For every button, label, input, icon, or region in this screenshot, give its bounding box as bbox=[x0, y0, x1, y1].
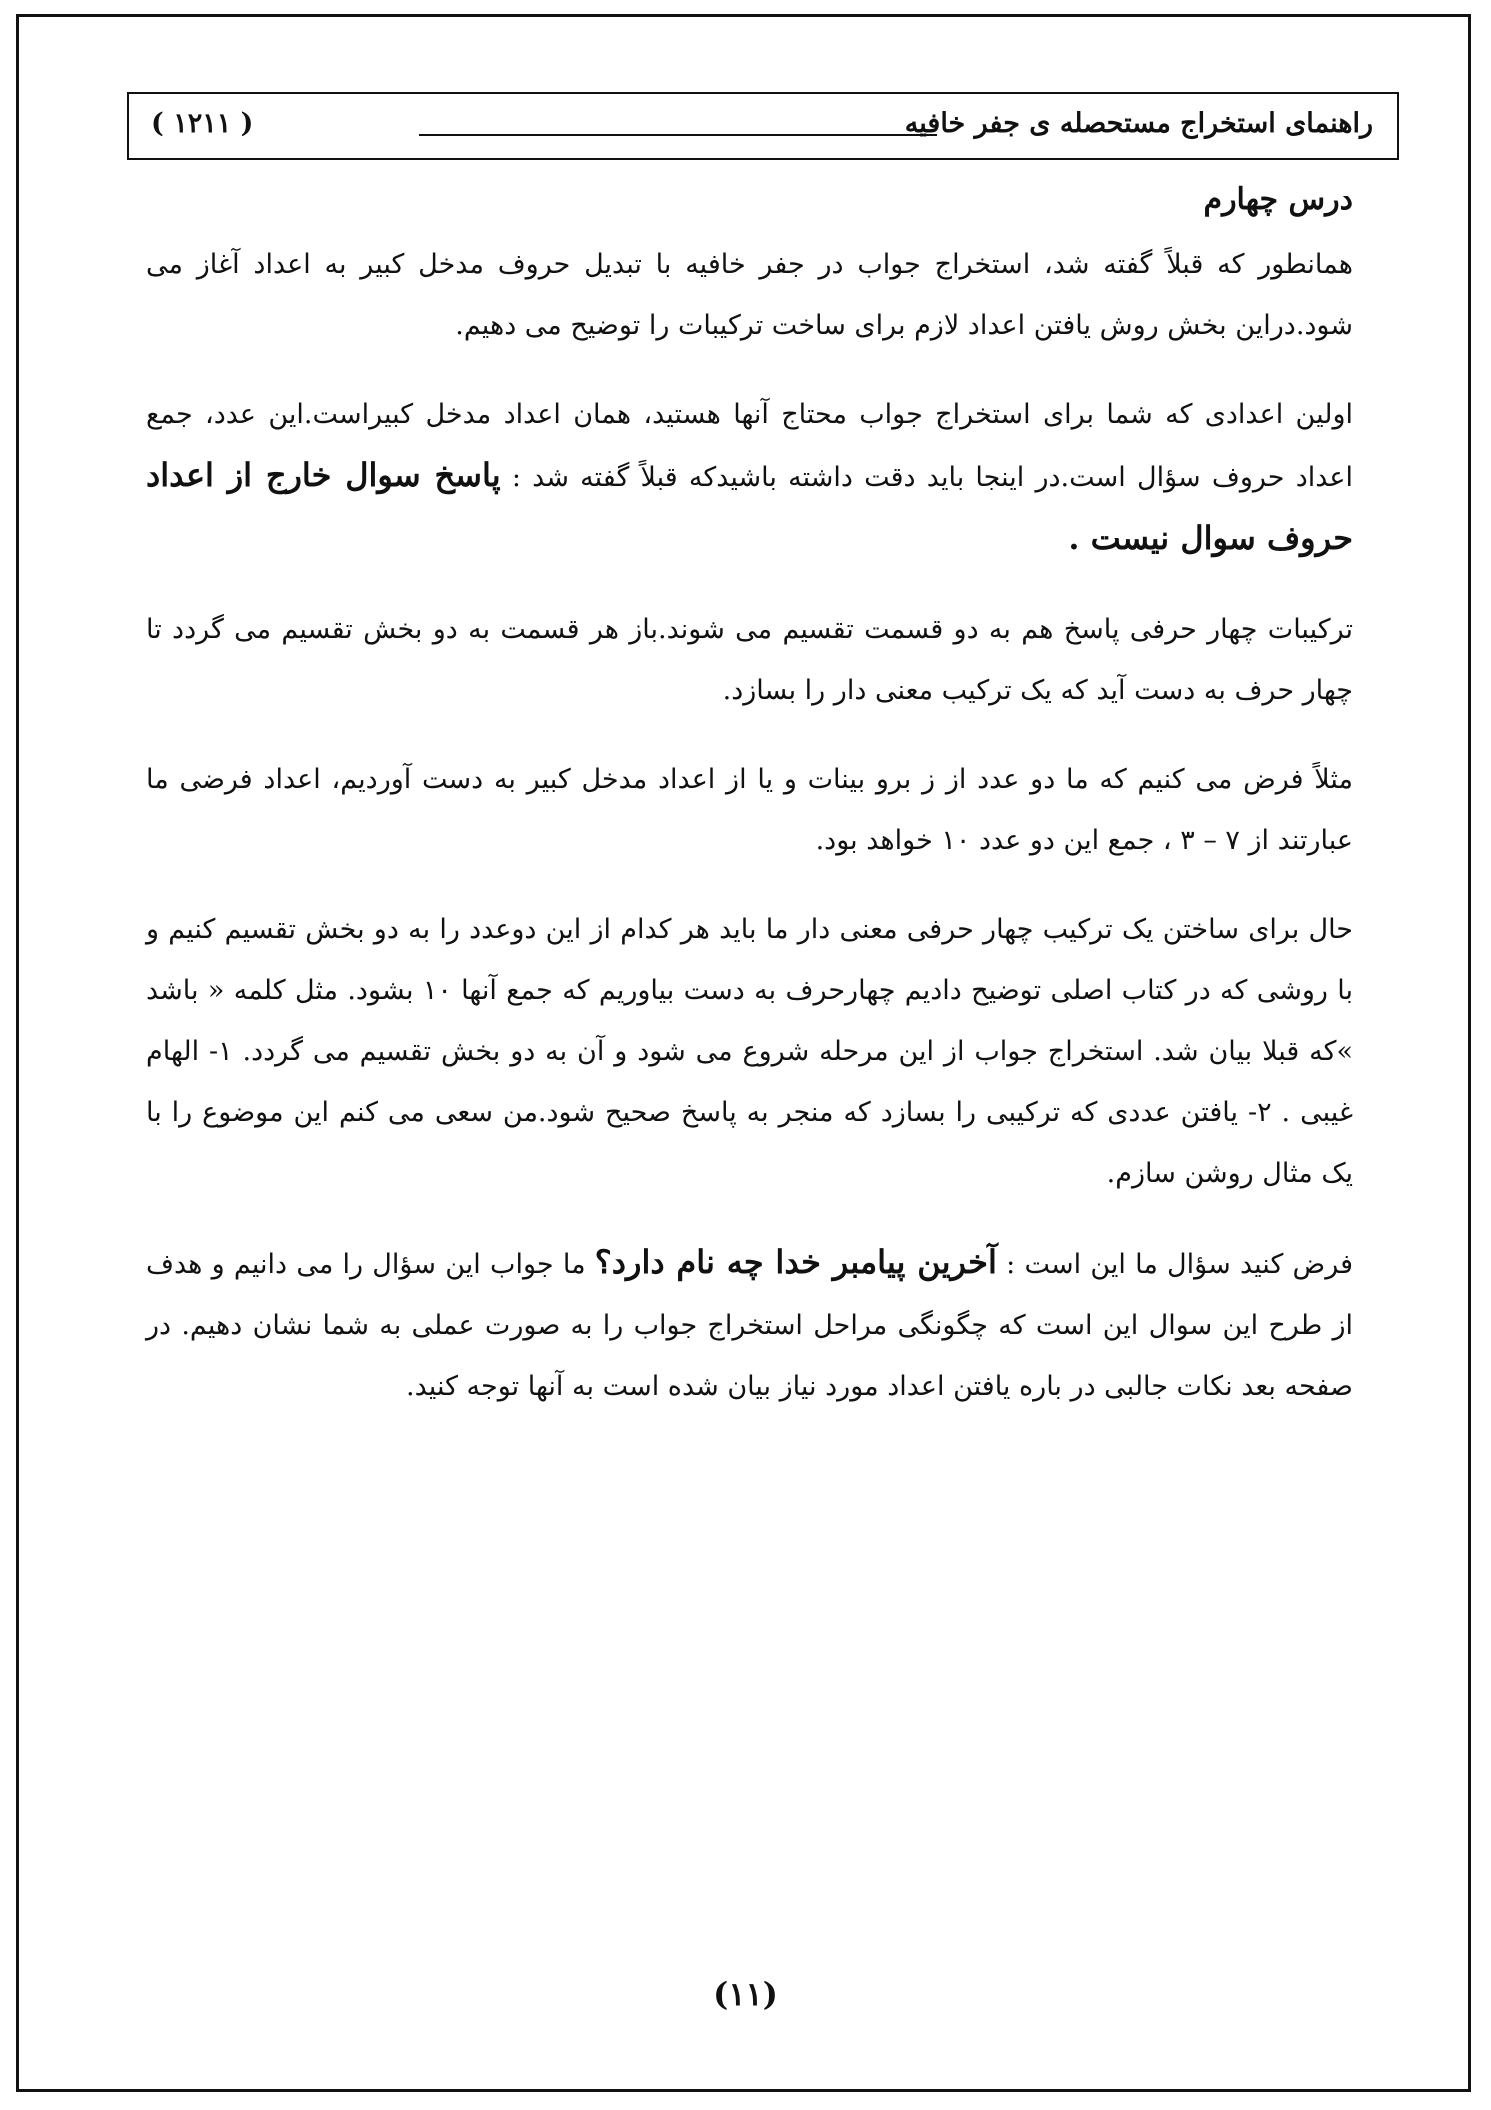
paragraph-1 bbox=[146, 234, 1353, 356]
paragraph-2 bbox=[146, 384, 1353, 571]
body-text: اولین اعدادی که شما برای استخراج جواب محتاج آنها هستید، همان اعداد مدخل کبیراست.این عدد، جمع اعداد حروف سؤال است.در اینجا باید دقت داشته باشیدکه قبلاً گفته شد : bbox=[146, 399, 1354, 493]
body-text: همانطور که قبلاً گفته شد، استخراج جواب در جفر خافیه با تبدیل حروف مدخل کبیر به اعداد آغاز می شود.دراین بخش روش یافتن اعداد لازم برای ساخت ترکیبات را توضیح می دهیم. bbox=[146, 249, 1353, 341]
header-title: راهنمای استخراج مستحصله ی جفر خافیه bbox=[904, 108, 1373, 139]
paragraphs bbox=[146, 234, 1353, 1417]
main-content bbox=[146, 180, 1353, 1445]
body-text: ما جواب این سؤال را می دانیم و هدف از طرح این سوال این است که چگونگی مراحل استخراج جواب را به صورت عملی به شما نشان دهیم. در صفحه بعد نکات جالبی در باره یافتن اعداد مورد نیاز بیان شده است به آنها توجه کنید. bbox=[146, 1249, 1353, 1402]
running-header bbox=[127, 92, 1399, 160]
paragraph-4 bbox=[146, 749, 1353, 871]
body-text: مثلاً فرض می کنیم که ما دو عدد از ز برو بینات و یا از اعداد مدخل کبیر به دست آوردیم، اعداد فرضی ما عبارتند از ۷ – ۳ ، جمع این دو عدد ۱۰ خواهد بود. bbox=[146, 764, 1353, 856]
body-text: ترکیبات چهار حرفی پاسخ هم به دو قسمت تقسیم می شوند.باز هر قسمت به دو بخش تقسیم می گردد تا چهار حرف به دست آید که یک ترکیب معنی دار را بسازد. bbox=[146, 614, 1353, 706]
header-rule bbox=[419, 134, 937, 136]
paragraph-3 bbox=[146, 599, 1353, 721]
body-text: فرض کنید سؤال ما این است : bbox=[996, 1249, 1354, 1280]
bold-text: آخرین پیامبر خدا چه نام دارد؟ bbox=[594, 1243, 997, 1281]
bold-text: پاسخ سوال خارج از اعداد حروف سوال نیست . bbox=[146, 456, 1353, 557]
lesson-title: درس چهارم bbox=[1203, 182, 1353, 217]
page-number: (۱۱) bbox=[713, 1975, 778, 2013]
body-text: حال برای ساختن یک ترکیب چهار حرفی معنی دار ما باید هر کدام از این دوعدد را به دو بخش تقسیم کنیم و با روشی که در کتاب اصلی توضیح دادیم چهارحرف به دست بیاوریم که جمع آنها ۱۰ بشود. مثل کلمه « باشد »که قبلا بیان شد. استخراج جواب از این مرحله شروع می شود و آن به دو بخش تقسیم می گردد. ۱- الهام غیبی . ۲- یافتن عددی که ترکیبی را بسازد که منجر به پاسخ صحیح شود.من سعی می کنم این موضوع را با یک مثال روشن سازم. bbox=[146, 914, 1353, 1189]
header-page-ref: ( ۱۲۱۱ ) bbox=[151, 108, 254, 139]
paragraph-6 bbox=[146, 1232, 1353, 1417]
paragraph-5 bbox=[146, 899, 1353, 1204]
